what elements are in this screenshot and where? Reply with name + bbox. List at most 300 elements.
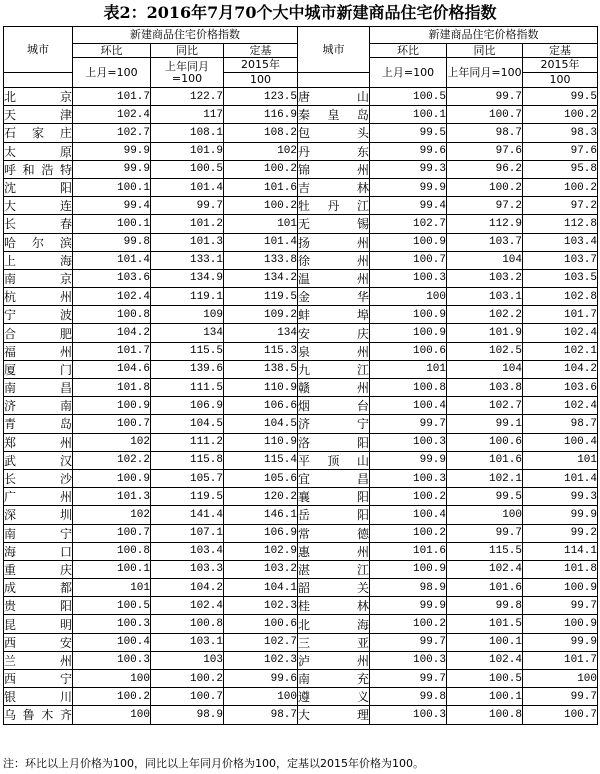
table-row xyxy=(4,306,598,324)
table-row xyxy=(4,106,598,124)
table-row xyxy=(4,142,598,160)
right-yoy-value: 102.4 xyxy=(447,560,523,578)
left-base-value: 102.3 xyxy=(224,651,298,669)
left-base-value: 116.9 xyxy=(224,106,298,124)
left-base-value: 115.3 xyxy=(224,342,298,360)
right-yoy-value: 99.8 xyxy=(447,597,523,615)
right-mom-value: 100.7 xyxy=(370,251,447,269)
table-row xyxy=(4,433,598,451)
left-mom-value: 100.2 xyxy=(73,688,151,706)
left-yoy-value: 115.8 xyxy=(151,451,224,469)
left-mom-value: 100.5 xyxy=(73,597,151,615)
right-base-value: 100 xyxy=(523,670,598,688)
table-row xyxy=(4,88,598,106)
right-mom-value: 98.9 xyxy=(370,579,447,597)
left-yoy-value: 101.4 xyxy=(151,178,224,196)
right-base-value: 101.8 xyxy=(523,560,598,578)
left-base-value: 101 xyxy=(224,215,298,233)
table-row xyxy=(4,451,598,469)
table-row xyxy=(4,633,598,651)
right-city-name: 唐山 xyxy=(298,88,370,106)
table-row xyxy=(4,397,598,415)
table-row xyxy=(4,469,598,487)
left-base-value: 101.6 xyxy=(224,178,298,196)
right-city-name: 丹东 xyxy=(298,142,370,160)
right-yoy-value: 99.7 xyxy=(447,88,523,106)
left-base-value: 102 xyxy=(224,142,298,160)
left-base-value: 109.2 xyxy=(224,306,298,324)
left-base-value: 108.2 xyxy=(224,124,298,142)
left-base-value: 102.9 xyxy=(224,542,298,560)
right-mom-value: 100.2 xyxy=(370,615,447,633)
right-mom-value: 99.9 xyxy=(370,451,447,469)
right-base-value: 99.9 xyxy=(523,633,598,651)
city-column-header-left: 城市 xyxy=(4,27,73,73)
left-city-name: 长春 xyxy=(4,215,73,233)
right-yoy-value: 102.1 xyxy=(447,469,523,487)
right-base-value: 101.4 xyxy=(523,469,598,487)
right-mom-value: 102.7 xyxy=(370,215,447,233)
right-base-value: 99.2 xyxy=(523,524,598,542)
right-yoy-value: 102.4 xyxy=(447,651,523,669)
right-base-value: 99.7 xyxy=(523,688,598,706)
right-mom-value: 100.9 xyxy=(370,306,447,324)
left-base-value: 115.4 xyxy=(224,451,298,469)
left-base-value: 146.1 xyxy=(224,506,298,524)
right-base-value: 100.9 xyxy=(523,615,598,633)
right-base-value: 100.2 xyxy=(523,106,598,124)
left-mom-value: 100.7 xyxy=(73,524,151,542)
table-row xyxy=(4,197,598,215)
right-base-value: 99.3 xyxy=(523,488,598,506)
left-base-value: 104.5 xyxy=(224,415,298,433)
right-yoy-value: 102.5 xyxy=(447,342,523,360)
right-city-name: 吉林 xyxy=(298,178,370,196)
left-yoy-value: 104.5 xyxy=(151,415,224,433)
left-yoy-value: 117 xyxy=(151,106,224,124)
right-yoy-value: 99.7 xyxy=(447,524,523,542)
right-mom-value: 99.5 xyxy=(370,124,447,142)
left-city-name: 贵阳 xyxy=(4,597,73,615)
left-city-name: 南昌 xyxy=(4,379,73,397)
right-city-name: 大理 xyxy=(298,706,370,724)
right-yoy-value: 104 xyxy=(447,251,523,269)
table-row xyxy=(4,615,598,633)
left-base-value: 100.2 xyxy=(224,160,298,178)
table-row xyxy=(4,524,598,542)
table-row xyxy=(4,506,598,524)
left-mom-value: 99.8 xyxy=(73,233,151,251)
left-yoy-value: 119.5 xyxy=(151,488,224,506)
left-city-name: 杭州 xyxy=(4,288,73,306)
left-city-name: 南京 xyxy=(4,269,73,287)
left-yoy-value: 100.8 xyxy=(151,615,224,633)
right-yoy-value: 112.9 xyxy=(447,215,523,233)
right-city-name: 安庆 xyxy=(298,324,370,342)
left-mom-value: 102.2 xyxy=(73,451,151,469)
right-yoy-value: 103.1 xyxy=(447,288,523,306)
left-city-name: 哈尔滨 xyxy=(4,233,73,251)
right-city-name: 金华 xyxy=(298,288,370,306)
left-yoy-value: 99.7 xyxy=(151,197,224,215)
left-mom-value: 100.9 xyxy=(73,397,151,415)
mom-subheader-right: 上月=100 xyxy=(370,58,447,88)
left-mom-value: 99.9 xyxy=(73,142,151,160)
left-city-name: 宁波 xyxy=(4,306,73,324)
right-base-value: 102.1 xyxy=(523,342,598,360)
right-yoy-value: 101.5 xyxy=(447,615,523,633)
right-mom-value: 101 xyxy=(370,360,447,378)
left-base-value: 102.3 xyxy=(224,597,298,615)
left-city-name: 兰州 xyxy=(4,651,73,669)
right-city-name: 烟台 xyxy=(298,397,370,415)
right-yoy-value: 103.8 xyxy=(447,379,523,397)
left-base-value: 133.8 xyxy=(224,251,298,269)
right-city-name: 扬州 xyxy=(298,233,370,251)
right-mom-value: 99.9 xyxy=(370,178,447,196)
right-mom-value: 99.4 xyxy=(370,197,447,215)
left-mom-value: 102 xyxy=(73,433,151,451)
table-row xyxy=(4,651,598,669)
right-yoy-value: 104 xyxy=(447,360,523,378)
right-mom-value: 100.3 xyxy=(370,706,447,724)
right-mom-value: 99.7 xyxy=(370,415,447,433)
right-base-value: 101.7 xyxy=(523,651,598,669)
left-mom-value: 100.8 xyxy=(73,306,151,324)
table-row xyxy=(4,178,598,196)
right-city-name: 洛阳 xyxy=(298,433,370,451)
right-yoy-value: 100.1 xyxy=(447,688,523,706)
base-header-left: 定基 xyxy=(224,44,298,58)
left-city-name: 太原 xyxy=(4,142,73,160)
left-mom-value: 100.3 xyxy=(73,651,151,669)
right-city-name: 岳阳 xyxy=(298,506,370,524)
right-mom-value: 99.9 xyxy=(370,597,447,615)
table-row xyxy=(4,233,598,251)
right-mom-value: 100.5 xyxy=(370,88,447,106)
left-mom-value: 100.9 xyxy=(73,469,151,487)
right-base-value: 100.4 xyxy=(523,433,598,451)
right-city-name: 惠州 xyxy=(298,542,370,560)
left-yoy-value: 103 xyxy=(151,651,224,669)
right-yoy-value: 96.2 xyxy=(447,160,523,178)
left-city-name: 石家庄 xyxy=(4,124,73,142)
left-city-name: 呼和浩特 xyxy=(4,160,73,178)
right-yoy-value: 102.2 xyxy=(447,306,523,324)
base-subheader-value-right: 100 xyxy=(523,73,598,88)
left-yoy-value: 103.3 xyxy=(151,560,224,578)
left-city-name: 成都 xyxy=(4,579,73,597)
right-city-name: 三亚 xyxy=(298,633,370,651)
right-mom-value: 100.3 xyxy=(370,433,447,451)
right-yoy-value: 100.5 xyxy=(447,670,523,688)
right-base-value: 99.7 xyxy=(523,597,598,615)
left-base-value: 105.6 xyxy=(224,469,298,487)
right-mom-value: 100.8 xyxy=(370,379,447,397)
left-mom-value: 100.1 xyxy=(73,178,151,196)
left-yoy-value: 139.6 xyxy=(151,360,224,378)
right-yoy-value: 101.6 xyxy=(447,579,523,597)
right-mom-value: 100.3 xyxy=(370,469,447,487)
right-base-value: 101 xyxy=(523,451,598,469)
left-yoy-value: 141.4 xyxy=(151,506,224,524)
left-city-name: 大连 xyxy=(4,197,73,215)
left-city-name: 重庆 xyxy=(4,560,73,578)
right-yoy-value: 99.5 xyxy=(447,488,523,506)
right-base-value: 102.4 xyxy=(523,397,598,415)
left-city-name: 昆明 xyxy=(4,615,73,633)
table-row xyxy=(4,342,598,360)
right-mom-value: 100.2 xyxy=(370,488,447,506)
right-city-name: 九江 xyxy=(298,360,370,378)
right-city-name: 泸州 xyxy=(298,651,370,669)
left-yoy-value: 111.5 xyxy=(151,379,224,397)
left-base-value: 101.4 xyxy=(224,233,298,251)
base-header-right: 定基 xyxy=(523,44,598,58)
right-city-name: 遵义 xyxy=(298,688,370,706)
left-yoy-value: 100.2 xyxy=(151,670,224,688)
right-base-value: 114.1 xyxy=(523,542,598,560)
left-city-name: 合肥 xyxy=(4,324,73,342)
table-row xyxy=(4,706,598,724)
right-city-name: 宜昌 xyxy=(298,469,370,487)
right-base-value: 102.4 xyxy=(523,324,598,342)
base-subheader-year-right: 2015年 xyxy=(523,58,598,73)
price-index-table xyxy=(3,26,598,725)
left-yoy-value: 122.7 xyxy=(151,88,224,106)
table-row xyxy=(4,124,598,142)
yoy-header-left: 同比 xyxy=(151,44,224,58)
left-yoy-value: 104.2 xyxy=(151,579,224,597)
table-row xyxy=(4,415,598,433)
right-mom-value: 100.9 xyxy=(370,324,447,342)
left-mom-value: 102 xyxy=(73,506,151,524)
right-yoy-value: 100.8 xyxy=(447,706,523,724)
left-yoy-value: 119.1 xyxy=(151,288,224,306)
left-mom-value: 101.7 xyxy=(73,88,151,106)
table-row xyxy=(4,251,598,269)
left-mom-value: 100.1 xyxy=(73,215,151,233)
left-mom-value: 100.4 xyxy=(73,633,151,651)
left-mom-value: 101 xyxy=(73,579,151,597)
right-base-value: 98.3 xyxy=(523,124,598,142)
right-base-value: 103.7 xyxy=(523,251,598,269)
left-base-value: 100 xyxy=(224,688,298,706)
right-city-name: 温州 xyxy=(298,269,370,287)
left-mom-value: 100.1 xyxy=(73,560,151,578)
left-mom-value: 100 xyxy=(73,670,151,688)
yoy-subheader-right: 上年同月=100 xyxy=(447,58,523,88)
left-yoy-value: 106.9 xyxy=(151,397,224,415)
right-city-name: 桂林 xyxy=(298,597,370,615)
left-city-name: 福州 xyxy=(4,342,73,360)
city-column-header-right: 城市 xyxy=(298,27,370,73)
right-base-value: 112.8 xyxy=(523,215,598,233)
right-yoy-value: 100.7 xyxy=(447,106,523,124)
right-city-name: 赣州 xyxy=(298,379,370,397)
left-yoy-value: 108.1 xyxy=(151,124,224,142)
right-yoy-value: 97.6 xyxy=(447,142,523,160)
right-mom-value: 99.3 xyxy=(370,160,447,178)
right-yoy-value: 102.7 xyxy=(447,397,523,415)
left-mom-value: 100.7 xyxy=(73,415,151,433)
right-yoy-value: 100.1 xyxy=(447,633,523,651)
right-yoy-value: 100.6 xyxy=(447,433,523,451)
left-city-name: 青岛 xyxy=(4,415,73,433)
right-base-value: 100.7 xyxy=(523,706,598,724)
left-city-name: 深圳 xyxy=(4,506,73,524)
left-yoy-value: 101.3 xyxy=(151,233,224,251)
left-base-value: 134.2 xyxy=(224,269,298,287)
left-base-value: 98.7 xyxy=(224,706,298,724)
left-city-name: 济南 xyxy=(4,397,73,415)
right-city-name: 无锡 xyxy=(298,215,370,233)
left-yoy-value: 109 xyxy=(151,306,224,324)
left-base-value: 100.2 xyxy=(224,197,298,215)
left-base-value: 104.1 xyxy=(224,579,298,597)
left-base-value: 138.5 xyxy=(224,360,298,378)
table-body xyxy=(4,88,598,725)
left-city-name: 广州 xyxy=(4,488,73,506)
right-city-name: 湛江 xyxy=(298,560,370,578)
right-yoy-value: 103.2 xyxy=(447,269,523,287)
right-base-value: 99.9 xyxy=(523,506,598,524)
left-base-value: 123.5 xyxy=(224,88,298,106)
mom-header-left: 环比 xyxy=(73,44,151,58)
right-yoy-value: 100 xyxy=(447,506,523,524)
right-city-name: 徐州 xyxy=(298,251,370,269)
left-city-name: 天津 xyxy=(4,106,73,124)
mom-header-right: 环比 xyxy=(370,44,447,58)
right-mom-value: 100.3 xyxy=(370,651,447,669)
table-row xyxy=(4,579,598,597)
table-row xyxy=(4,670,598,688)
left-city-name: 南宁 xyxy=(4,524,73,542)
right-mom-value: 100.6 xyxy=(370,342,447,360)
left-yoy-value: 105.7 xyxy=(151,469,224,487)
left-mom-value: 101.7 xyxy=(73,342,151,360)
left-mom-value: 100.8 xyxy=(73,542,151,560)
left-base-value: 134 xyxy=(224,324,298,342)
left-mom-value: 102.4 xyxy=(73,288,151,306)
table-title: 表2：2016年7月70个大中城市新建商品住宅价格指数 xyxy=(103,3,497,22)
right-city-name: 锦州 xyxy=(298,160,370,178)
right-base-value: 97.6 xyxy=(523,142,598,160)
left-city-name: 北京 xyxy=(4,88,73,106)
left-mom-value: 103.6 xyxy=(73,269,151,287)
index-group-header-right: 新建商品住宅价格指数 xyxy=(370,27,598,44)
table-header xyxy=(4,27,598,88)
yoy-header-right: 同比 xyxy=(447,44,523,58)
left-yoy-value: 134.9 xyxy=(151,269,224,287)
right-yoy-value: 98.7 xyxy=(447,124,523,142)
right-yoy-value: 103.7 xyxy=(447,233,523,251)
table-row xyxy=(4,379,598,397)
footnote: 注：环比以上月价格为100，同比以上年同月价格为100，定基以2015年价格为100。 xyxy=(3,757,424,770)
left-mom-value: 104.6 xyxy=(73,360,151,378)
right-city-name: 包头 xyxy=(298,124,370,142)
table-row xyxy=(4,269,598,287)
right-base-value: 103.6 xyxy=(523,379,598,397)
left-mom-value: 104.2 xyxy=(73,324,151,342)
right-mom-value: 99.8 xyxy=(370,688,447,706)
right-mom-value: 100 xyxy=(370,288,447,306)
left-city-name: 厦门 xyxy=(4,360,73,378)
right-base-value: 100.2 xyxy=(523,178,598,196)
right-mom-value: 100.9 xyxy=(370,560,447,578)
right-city-name: 济宁 xyxy=(298,415,370,433)
right-mom-value: 100.4 xyxy=(370,506,447,524)
right-base-value: 100.9 xyxy=(523,579,598,597)
left-yoy-value: 134 xyxy=(151,324,224,342)
left-mom-value: 99.9 xyxy=(73,160,151,178)
left-base-value: 106.6 xyxy=(224,397,298,415)
left-mom-value: 100.3 xyxy=(73,615,151,633)
right-city-name: 常德 xyxy=(298,524,370,542)
right-yoy-value: 101.6 xyxy=(447,451,523,469)
left-yoy-value: 102.4 xyxy=(151,597,224,615)
left-mom-value: 101.4 xyxy=(73,251,151,269)
right-mom-value: 99.6 xyxy=(370,142,447,160)
yoy-subheader-left: 上年同月=100 xyxy=(151,58,224,88)
left-yoy-value: 101.2 xyxy=(151,215,224,233)
table-row xyxy=(4,560,598,578)
right-base-value: 102.8 xyxy=(523,288,598,306)
left-city-name: 武汉 xyxy=(4,451,73,469)
left-city-name: 郑州 xyxy=(4,433,73,451)
right-city-name: 韶关 xyxy=(298,579,370,597)
mom-subheader-left: 上月=100 xyxy=(73,58,151,88)
right-mom-value: 100.9 xyxy=(370,233,447,251)
left-city-name: 西安 xyxy=(4,633,73,651)
left-city-name: 海口 xyxy=(4,542,73,560)
table-row xyxy=(4,542,598,560)
right-city-name: 牡丹江 xyxy=(298,197,370,215)
left-mom-value: 99.4 xyxy=(73,197,151,215)
left-city-name: 上海 xyxy=(4,251,73,269)
left-base-value: 106.9 xyxy=(224,524,298,542)
right-mom-value: 100.3 xyxy=(370,269,447,287)
left-yoy-value: 111.2 xyxy=(151,433,224,451)
right-city-name: 泉州 xyxy=(298,342,370,360)
table-row xyxy=(4,324,598,342)
left-mom-value: 100 xyxy=(73,706,151,724)
right-city-name: 平顶山 xyxy=(298,451,370,469)
left-mom-value: 101.3 xyxy=(73,488,151,506)
right-base-value: 95.8 xyxy=(523,160,598,178)
left-yoy-value: 103.4 xyxy=(151,542,224,560)
right-base-value: 98.7 xyxy=(523,415,598,433)
right-base-value: 101.7 xyxy=(523,306,598,324)
left-yoy-value: 107.1 xyxy=(151,524,224,542)
left-base-value: 110.9 xyxy=(224,379,298,397)
index-group-header-left: 新建商品住宅价格指数 xyxy=(73,27,298,44)
left-mom-value: 102.4 xyxy=(73,106,151,124)
left-base-value: 102.7 xyxy=(224,633,298,651)
right-yoy-value: 99.1 xyxy=(447,415,523,433)
right-yoy-value: 101.9 xyxy=(447,324,523,342)
left-city-name: 银川 xyxy=(4,688,73,706)
right-mom-value: 100.1 xyxy=(370,106,447,124)
right-base-value: 99.5 xyxy=(523,88,598,106)
left-base-value: 103.2 xyxy=(224,560,298,578)
table-row xyxy=(4,215,598,233)
right-city-name: 北海 xyxy=(298,615,370,633)
table-row xyxy=(4,160,598,178)
right-city-name: 蚌埠 xyxy=(298,306,370,324)
left-city-name: 沈阳 xyxy=(4,178,73,196)
right-city-name: 南充 xyxy=(298,670,370,688)
